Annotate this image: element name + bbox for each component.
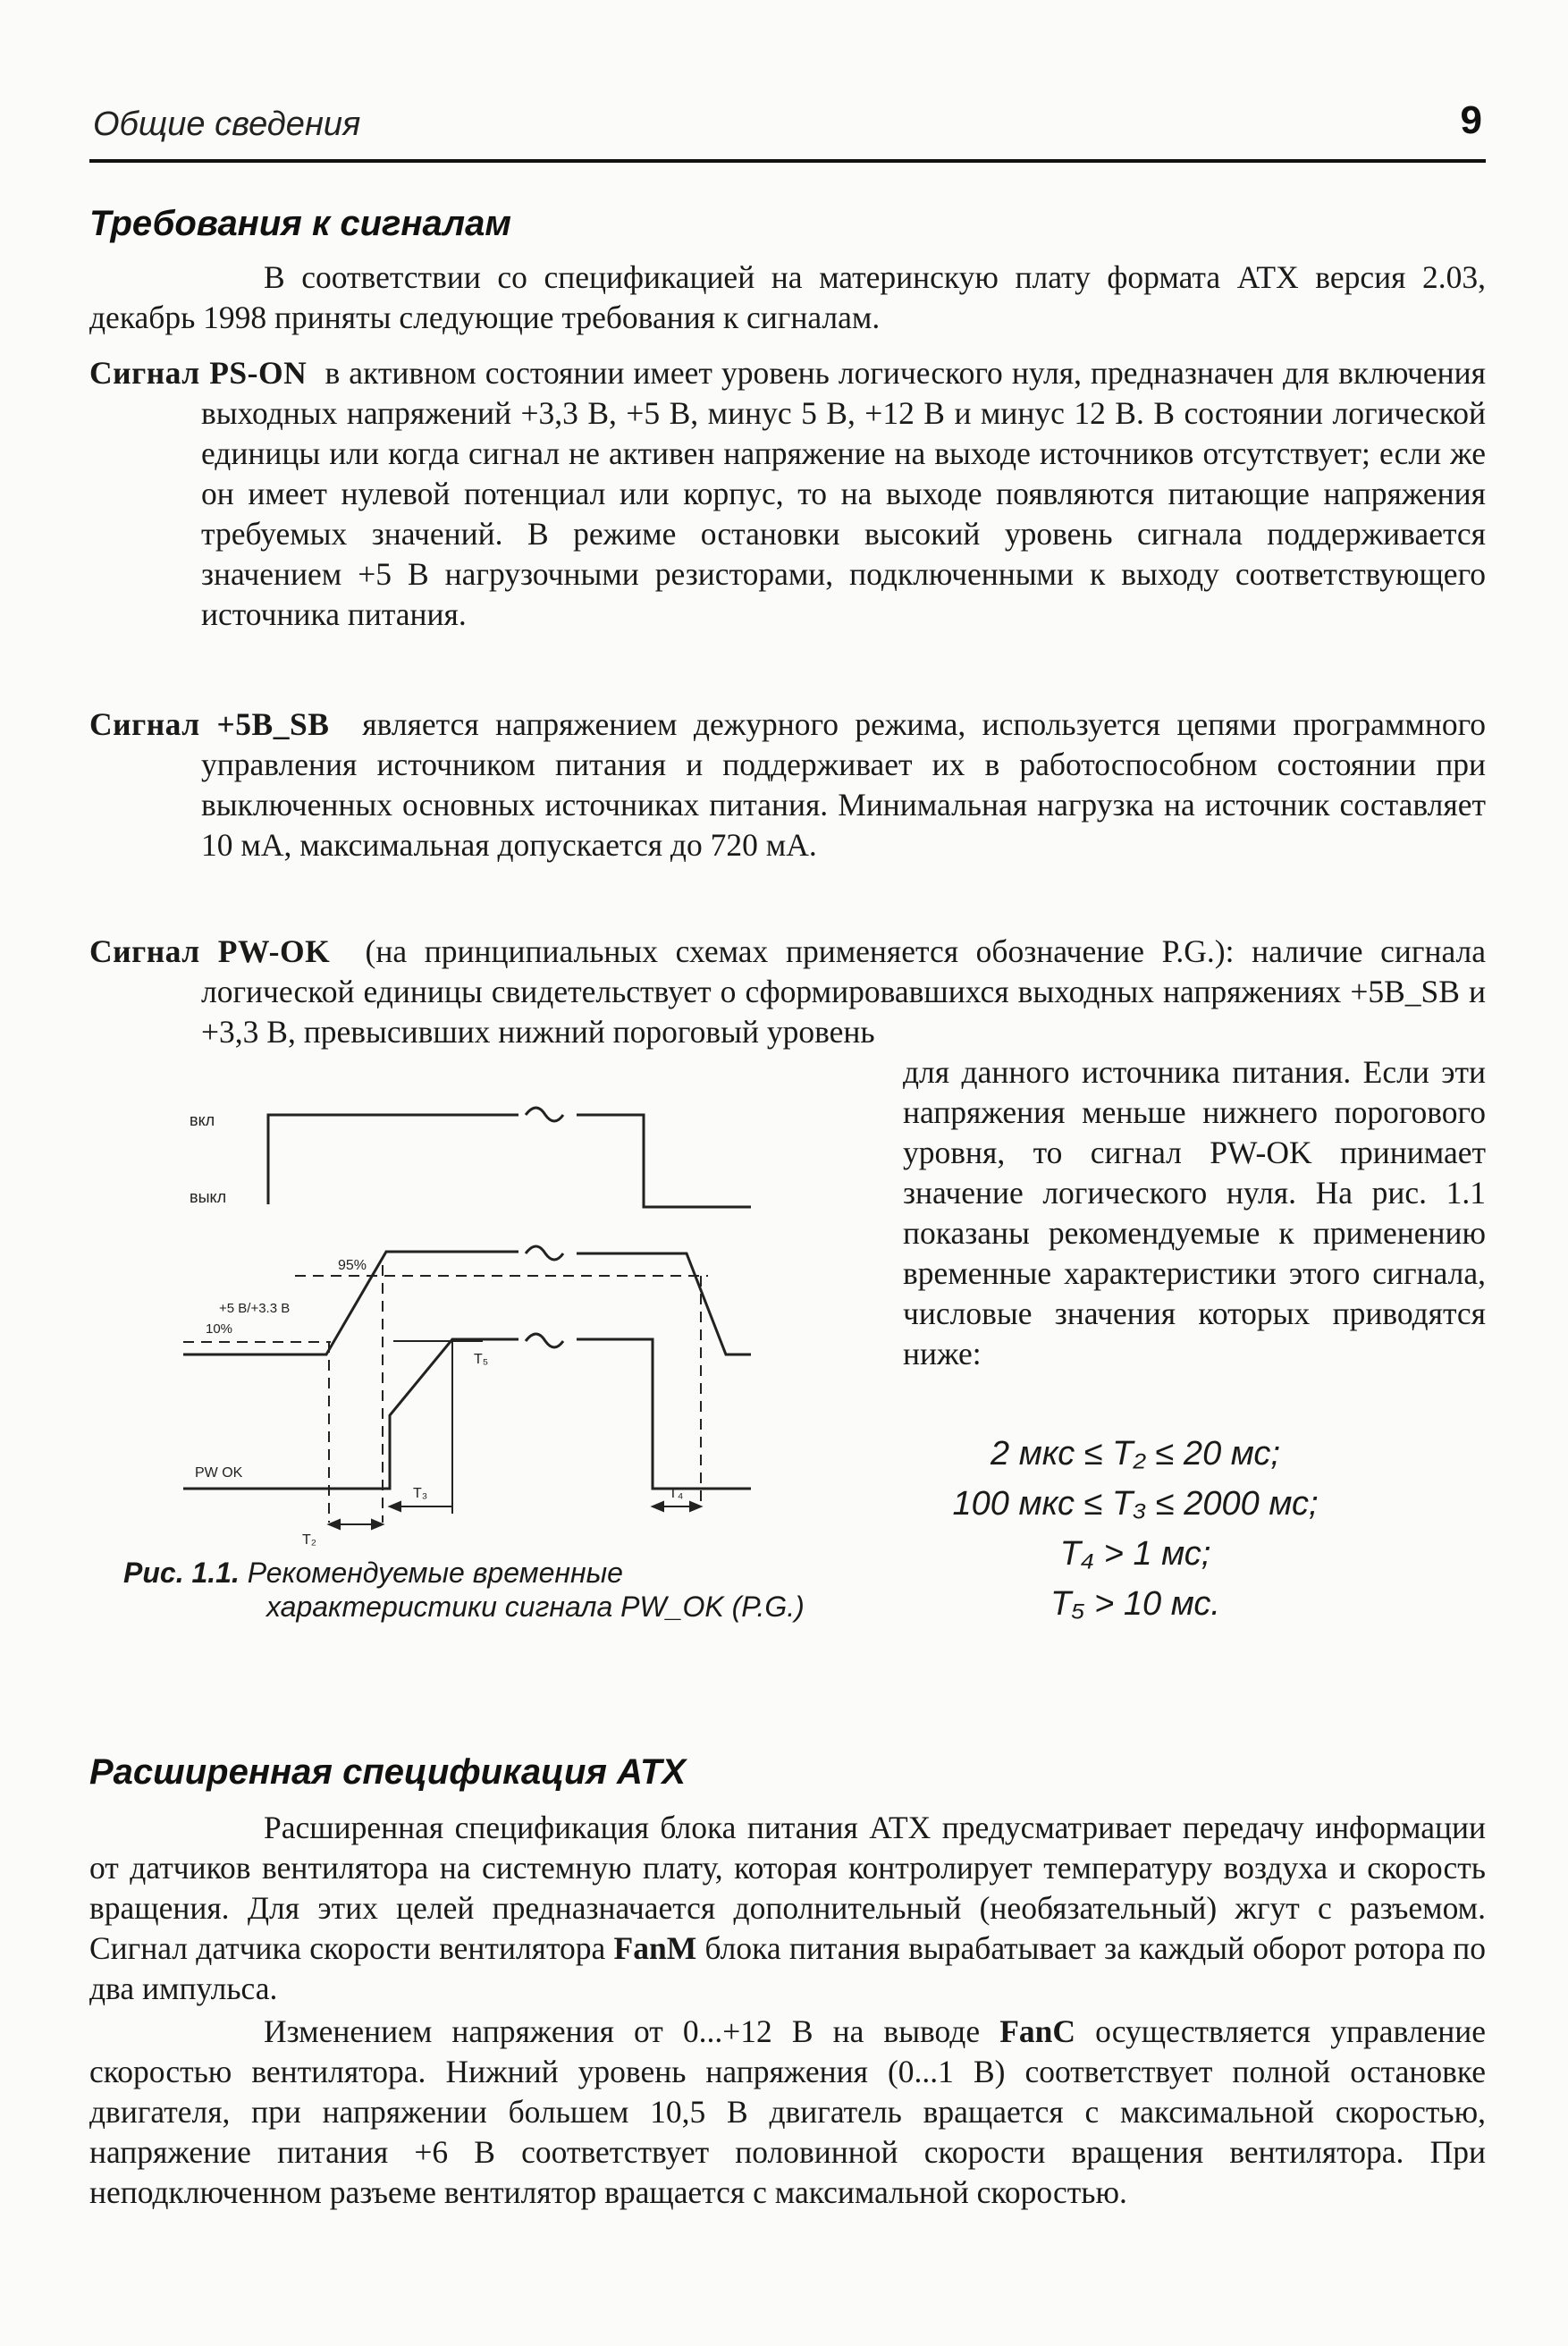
text-run: Расширенная спецификация блока питания ATX предусматривает передачу информации от датчиков вентилятора на системную плату, которая контролирует температуру воздуха и скорость вращения. Для этих целей предназначается дополнительный (необязательный) жгут с разъемом. Сигнал датчика скорости вентилятора <box>89 1810 1486 1966</box>
section-title-2: Расширенная спецификация ATX <box>89 1752 687 1792</box>
formula-block <box>894 1429 1377 1629</box>
arrow-head <box>390 1502 400 1511</box>
caption-line-1: Рекомендуемые временные <box>247 1557 623 1589</box>
pwok-waveform-end <box>577 1339 751 1489</box>
arrow-head <box>690 1502 701 1511</box>
timing-diagram <box>179 1086 751 1547</box>
break-mark <box>526 1246 563 1260</box>
fanm-term: FanM <box>613 1930 697 1966</box>
caption-label: Рис. 1.1. <box>123 1557 240 1589</box>
power-switch-waveform-end <box>577 1115 751 1207</box>
fanc-term: FanC <box>999 2013 1076 2049</box>
label-off: выкл <box>190 1188 227 1206</box>
arrow-head <box>372 1520 383 1529</box>
signal-pw-ok-continuation: для данного источника питания. Если эти напряжения меньше нижнего порогового уровня, то сигнал PW-OK принимает значение логического нуля. На рис. 1.1 показаны рекомендуемые к применению временные характеристики этого сигнала, числовые значения которых приводятся ниже: <box>903 1054 1486 1371</box>
figure-caption <box>123 1556 892 1624</box>
formula-t3: 100 мкс ≤ T₃ ≤ 2000 мс; <box>952 1485 1319 1523</box>
label-on: вкл <box>190 1111 215 1129</box>
text-run: осуществляется управление скоростью вентилятора. Нижний уровень напряжения (0...1 В) соответствует полной остановке двигателя, при напряжении большем 10,5 В двигатель вращается с максимальной скоростью, напряжение питания +6 В соответствует половинной скорости вращения вентилятора. При неподключенном разъеме вентилятор вращается с максимальной скоростью. <box>89 2013 1486 2210</box>
signal-5b-sb <box>89 705 1486 865</box>
break-mark <box>526 1334 563 1347</box>
arrow-head <box>653 1502 663 1511</box>
signal-term: Сигнал PS-ON <box>89 355 308 391</box>
label-t4: T₄ <box>669 1486 684 1501</box>
label-rail: +5 В/+3.3 В <box>219 1301 291 1316</box>
signal-description: в активном состоянии имеет уровень логического нуля, предназначен для включения выходных напряжений +3,3 В, +5 В, минус 5 В, +12 В и минус 12 В. В состоянии логической единицы или когда сигнал не активен напряжение на выходе источников отсутствует; если же он имеет нулевой потенциал или корпус, то на выходе появляются питающие напряжения требуемых значений. В режиме остановки высокий уровень сигнала поддерживается значением +5 В нагрузочными резисторами, подключенными к выходу соответствующего источника питания. <box>201 355 1487 632</box>
signal-description: (на принципиальных схемах применяется обозначение P.G.): наличие сигнала логической единицы свидетельствует о сформировавшихся выходных напряжениях +5B_SB и +3,3 В, превысивших нижний пороговый уровень <box>201 933 1487 1050</box>
caption-line-2: характеристики сигнала PW_OK (P.G.) <box>266 1591 805 1623</box>
break-mark <box>526 1108 563 1121</box>
label-10: 10% <box>206 1321 233 1337</box>
label-95: 95% <box>338 1258 367 1273</box>
formula-t4: T₄ > 1 мс; <box>1059 1535 1211 1573</box>
signal-ps-on <box>89 353 1486 635</box>
extended-spec-paragraph-1 <box>89 1808 1486 2009</box>
arrow-head <box>329 1520 340 1529</box>
power-switch-waveform <box>268 1115 518 1204</box>
page-number: 9 <box>1460 98 1482 142</box>
text-run: блока питания вырабатывает за каждый оборот ротора по два импульса. <box>89 1930 1486 2006</box>
text-run: Изменением напряжения от 0...+12 В на выводе <box>264 2013 1000 2049</box>
signal-term: Сигнал PW-OK <box>89 933 331 969</box>
section-title: Требования к сигналам <box>89 204 511 243</box>
extended-spec-paragraph-2 <box>89 2012 1486 2213</box>
formula-t2: 2 мкс ≤ T₂ ≤ 20 мс; <box>991 1435 1280 1473</box>
running-title: Общие сведения <box>93 105 361 143</box>
label-t3: T₃ <box>413 1486 428 1501</box>
signal-description: является напряжением дежурного режима, используется цепями программного управления источником питания и поддерживает их в работоспособном состоянии при выключенных основных источниках питания. Минимальная нагрузка на источник составляет 10 мА, максимальная допускается до 720 мА. <box>201 706 1486 863</box>
signal-pw-ok <box>89 932 1486 1052</box>
label-t2: T₂ <box>302 1532 316 1547</box>
intro-paragraph: В соответствии со спецификацией на материнскую плату формата ATX версия 2.03, декабрь 1998 приняты следующие требования к сигналам. <box>89 259 1486 335</box>
formula-t5: T₅ > 10 мс. <box>1050 1585 1220 1623</box>
label-t5: T₅ <box>474 1352 489 1367</box>
label-pwok: PW OK <box>195 1465 243 1481</box>
page-header <box>89 97 1486 163</box>
signal-term: Сигнал +5B_SB <box>89 706 330 742</box>
